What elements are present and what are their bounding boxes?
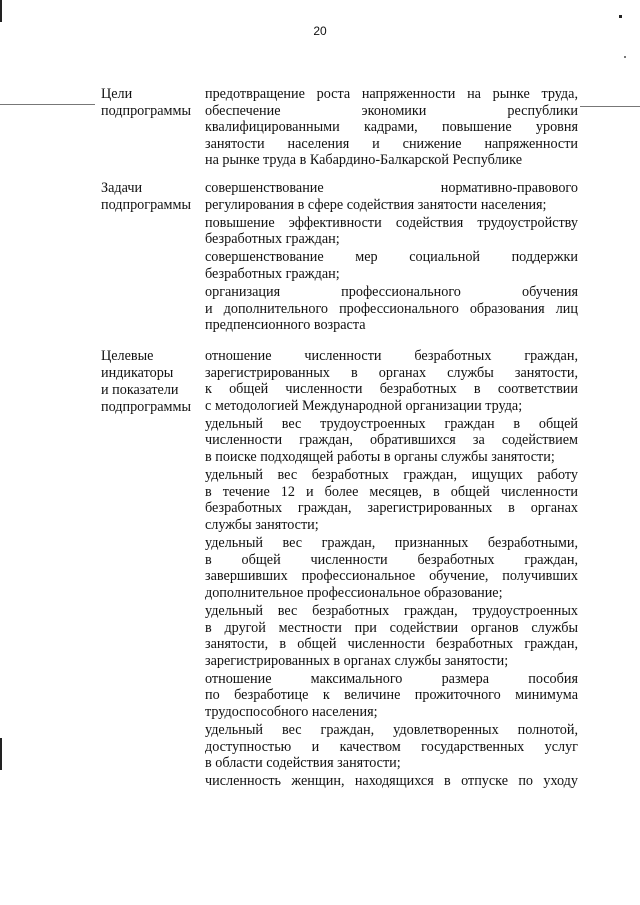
- text-line: с методологией Международной организации труда;: [205, 397, 523, 414]
- section-content-indicators: [205, 348, 578, 790]
- list-item: [205, 671, 578, 721]
- text-line: трудоспособного населения;: [205, 703, 378, 720]
- scan-mark-left-top: [0, 0, 2, 22]
- list-item: [205, 416, 578, 466]
- text-line: по безработице к величине прожиточного минимума: [205, 687, 578, 704]
- text-line: завершивших профессиональное обучение, получивших: [205, 568, 578, 585]
- section-label-tasks: [101, 180, 201, 214]
- text-line: и дополнительного профессионального образования лиц: [205, 300, 578, 317]
- text-line: численность женщин, находящихся в отпуске по уходу: [205, 773, 578, 790]
- text-line: повышение эффективности содействия трудоустройству: [205, 214, 578, 231]
- list-item: [205, 773, 578, 790]
- text-line: численности граждан, обратившихся за содействием: [205, 432, 578, 449]
- list-item: [205, 86, 578, 169]
- label-line: подпрограммы: [101, 197, 191, 213]
- text-line: удельный вес граждан, удовлетворенных полнотой,: [205, 722, 578, 739]
- list-item: [205, 215, 578, 248]
- label-line: индикаторы: [101, 365, 174, 381]
- text-line: удельный вес безработных граждан, ищущих работу: [205, 467, 578, 484]
- list-item: [205, 284, 578, 334]
- scan-mark-right-dot-2: [624, 56, 626, 58]
- text-line: предпенсионного возраста: [205, 317, 366, 334]
- text-line: безработных граждан, зарегистрированных в органах: [205, 500, 578, 517]
- text-line: безработных граждан;: [205, 231, 340, 248]
- list-item: [205, 535, 578, 601]
- section-label-indicators: [101, 348, 201, 416]
- label-line: Цели: [101, 86, 133, 102]
- text-line: зарегистрированных в органах службы занятости;: [205, 652, 509, 669]
- page-number: 20: [313, 24, 327, 38]
- list-item: [205, 249, 578, 282]
- section-content-tasks: [205, 180, 578, 334]
- list-item: [205, 348, 578, 414]
- text-line: занятости населения и снижение напряженности: [205, 135, 578, 152]
- text-line: в поиске подходящей работы в органы службы занятости;: [205, 449, 555, 466]
- label-line: Задачи: [101, 180, 143, 196]
- text-line: в течение 12 и более месяцев, в общей численности: [205, 483, 578, 500]
- text-line: службы занятости;: [205, 516, 319, 533]
- scan-mark-left-bottom: [0, 738, 2, 770]
- text-line: безработных граждан;: [205, 265, 340, 282]
- section-label-goals: [101, 86, 201, 120]
- text-line: на рынке труда в Кабардино-Балкарской Республике: [205, 152, 522, 169]
- text-line: в другой местности при содействии органов службы: [205, 619, 578, 636]
- text-line: удельный вес трудоустроенных граждан в общей: [205, 415, 578, 432]
- list-item: [205, 722, 578, 772]
- label-line: и показатели: [101, 382, 179, 398]
- text-line: совершенствование мер социальной поддержки: [205, 249, 578, 266]
- text-line: зарегистрированных в органах службы занятости,: [205, 364, 578, 381]
- text-line: предотвращение роста напряженности на рынке труда,: [205, 86, 578, 102]
- text-line: дополнительное профессиональное образование;: [205, 584, 503, 601]
- label-line: Целевые: [101, 348, 154, 364]
- label-line: подпрограммы: [101, 103, 191, 119]
- list-item: [205, 603, 578, 669]
- text-line: к общей численности безработных в соответствии: [205, 381, 578, 398]
- text-line: занятости, в общей численности безработных граждан,: [205, 636, 578, 653]
- text-line: обеспечение экономики республики: [205, 102, 578, 119]
- label-line: подпрограммы: [101, 399, 191, 415]
- scan-line-right: [580, 106, 640, 107]
- text-line: регулирования в сфере содействия занятости населения;: [205, 196, 547, 213]
- scan-mark-right-dot: [619, 15, 622, 18]
- text-line: доступностью и качеством государственных услуг: [205, 738, 578, 755]
- text-line: в области содействия занятости;: [205, 755, 401, 772]
- text-line: удельный вес безработных граждан, трудоустроенных: [205, 602, 578, 619]
- text-line: в общей численности безработных граждан,: [205, 551, 578, 568]
- scan-line-left: [0, 104, 95, 105]
- text-line: совершенствование нормативно-правового: [205, 180, 578, 196]
- list-item: [205, 467, 578, 533]
- text-line: квалифицированными кадрами, повышение уровня: [205, 119, 578, 136]
- section-content-goals: [205, 86, 578, 169]
- text-line: организация профессионального обучения: [205, 284, 578, 301]
- text-line: отношение численности безработных граждан,: [205, 348, 578, 364]
- text-line: отношение максимального размера пособия: [205, 670, 578, 687]
- list-item: [205, 180, 578, 213]
- text-line: удельный вес граждан, признанных безработными,: [205, 535, 578, 552]
